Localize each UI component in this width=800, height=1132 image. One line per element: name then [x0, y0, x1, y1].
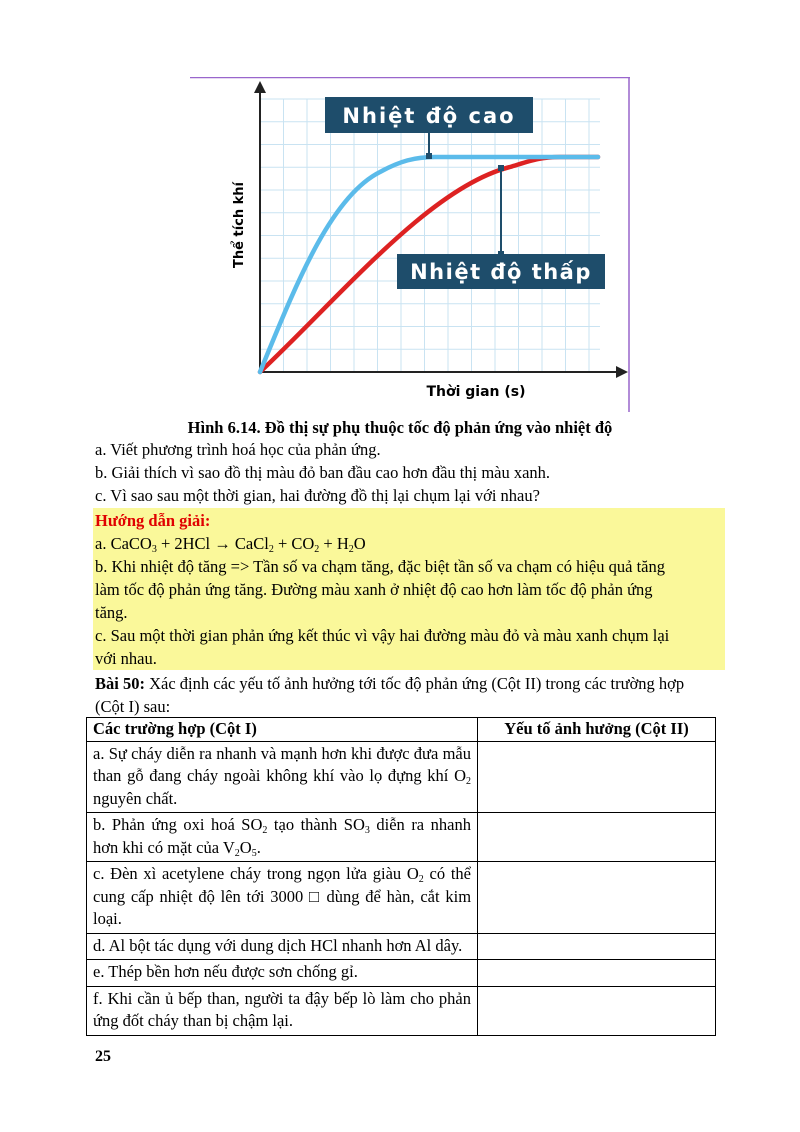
guide-b-line-1: b. Khi nhiệt độ tăng => Tần số va chạm tăng, đặc biệt tần số va chạm có hiệu quả tăng	[95, 557, 665, 576]
x-axis-arrow	[616, 366, 628, 378]
row-c-case: c. Đèn xì acetylene cháy trong ngọn lửa giàu $O_2$ có thể cung cấp nhiệt độ lên tới 3000 □ dùng để hàn, cắt kim loại.	[87, 862, 478, 934]
marker-high	[426, 153, 432, 159]
header-col2: Yếu tố ảnh hưởng (Cột II)	[478, 718, 716, 742]
row-e-case: e. Thép bền hơn nếu được sơn chống gỉ.	[87, 960, 478, 987]
row-a-case: a. Sự cháy diễn ra nhanh và mạnh hơn khi được đưa mẫu than gỗ đang cháy ngoài không khí vào lọ đựng khí $O_2$ nguyên chất.	[87, 741, 478, 813]
y-axis-arrow	[254, 81, 266, 93]
figure-6-14	[190, 77, 630, 412]
row-b-answer[interactable]	[478, 813, 716, 862]
row-e-answer[interactable]	[478, 960, 716, 987]
guide-c-line-2: với nhau.	[95, 649, 157, 668]
table-row	[87, 741, 716, 813]
table-row	[87, 960, 716, 987]
guide-c-line-1: c. Sau một thời gian phản ứng kết thúc vì vậy hai đường màu đỏ và màu xanh chụm lại	[95, 626, 670, 645]
label-low-text: Nhiệt độ thấp	[410, 260, 592, 284]
header-col1: Các trường hợp (Cột I)	[87, 718, 478, 742]
table-row	[87, 933, 716, 960]
x-axis-label: Thời gian (s)	[426, 384, 526, 400]
row-b-case: b. Phản ứng oxi hoá $SO_2$ tạo thành $SO_3$ diễn ra nhanh hơn khi có mặt của $V_2O_5$.	[87, 813, 478, 862]
marker-low	[498, 165, 504, 171]
row-c-answer[interactable]	[478, 862, 716, 934]
figure-caption: Hình 6.14. Đồ thị sự phụ thuộc tốc độ phản ứng vào nhiệt độ	[187, 418, 613, 437]
row-d-answer[interactable]	[478, 933, 716, 960]
guide-b-line-3: tăng.	[95, 603, 128, 622]
row-a-answer[interactable]	[478, 741, 716, 813]
question-a: a. Viết phương trình hoá học của phản ứng.	[95, 440, 381, 459]
question-c: c. Vì sao sau một thời gian, hai đường đồ thị lại chụm lại với nhau?	[95, 486, 540, 505]
row-d-case: d. Al bột tác dụng với dung dịch HCl nhanh hơn Al dây.	[87, 933, 478, 960]
guide-b-line-2: làm tốc độ phản ứng tăng. Đường màu xanh ở nhiệt độ cao hơn làm tốc độ phản ứng	[95, 580, 653, 599]
label-high-text: Nhiệt độ cao	[342, 104, 516, 128]
guide-a-equation: a. CaCO$_3$ + 2HCl → CaCl$_2$ + $CO_2 + H_2O$	[95, 534, 366, 555]
question-b: b. Giải thích vì sao đồ thị màu đỏ ban đầu cao hơn đầu thị màu xanh.	[95, 463, 551, 482]
row-f-case: f. Khi cần ủ bếp than, người ta đậy bếp lò làm cho phản ứng đốt cháy than bị chậm lại.	[87, 986, 478, 1035]
row-f-answer[interactable]	[478, 986, 716, 1035]
factors-table	[86, 717, 716, 1036]
rate-temperature-graph	[190, 77, 630, 412]
page-number: 25	[95, 1048, 111, 1065]
y-axis-label: Thể tích khí	[232, 182, 247, 268]
table-row	[87, 813, 716, 862]
table-row	[87, 862, 716, 934]
table-header-row	[87, 718, 716, 742]
guide-title: Hướng dẫn giải:	[95, 511, 211, 530]
bai50-line-1: Bài 50: Xác định các yếu tố ảnh hưởng tới tốc độ phản ứng (Cột II) trong các trường hợp	[95, 674, 685, 693]
bai50-line-2: (Cột I) sau:	[95, 697, 171, 716]
table-row	[87, 986, 716, 1035]
